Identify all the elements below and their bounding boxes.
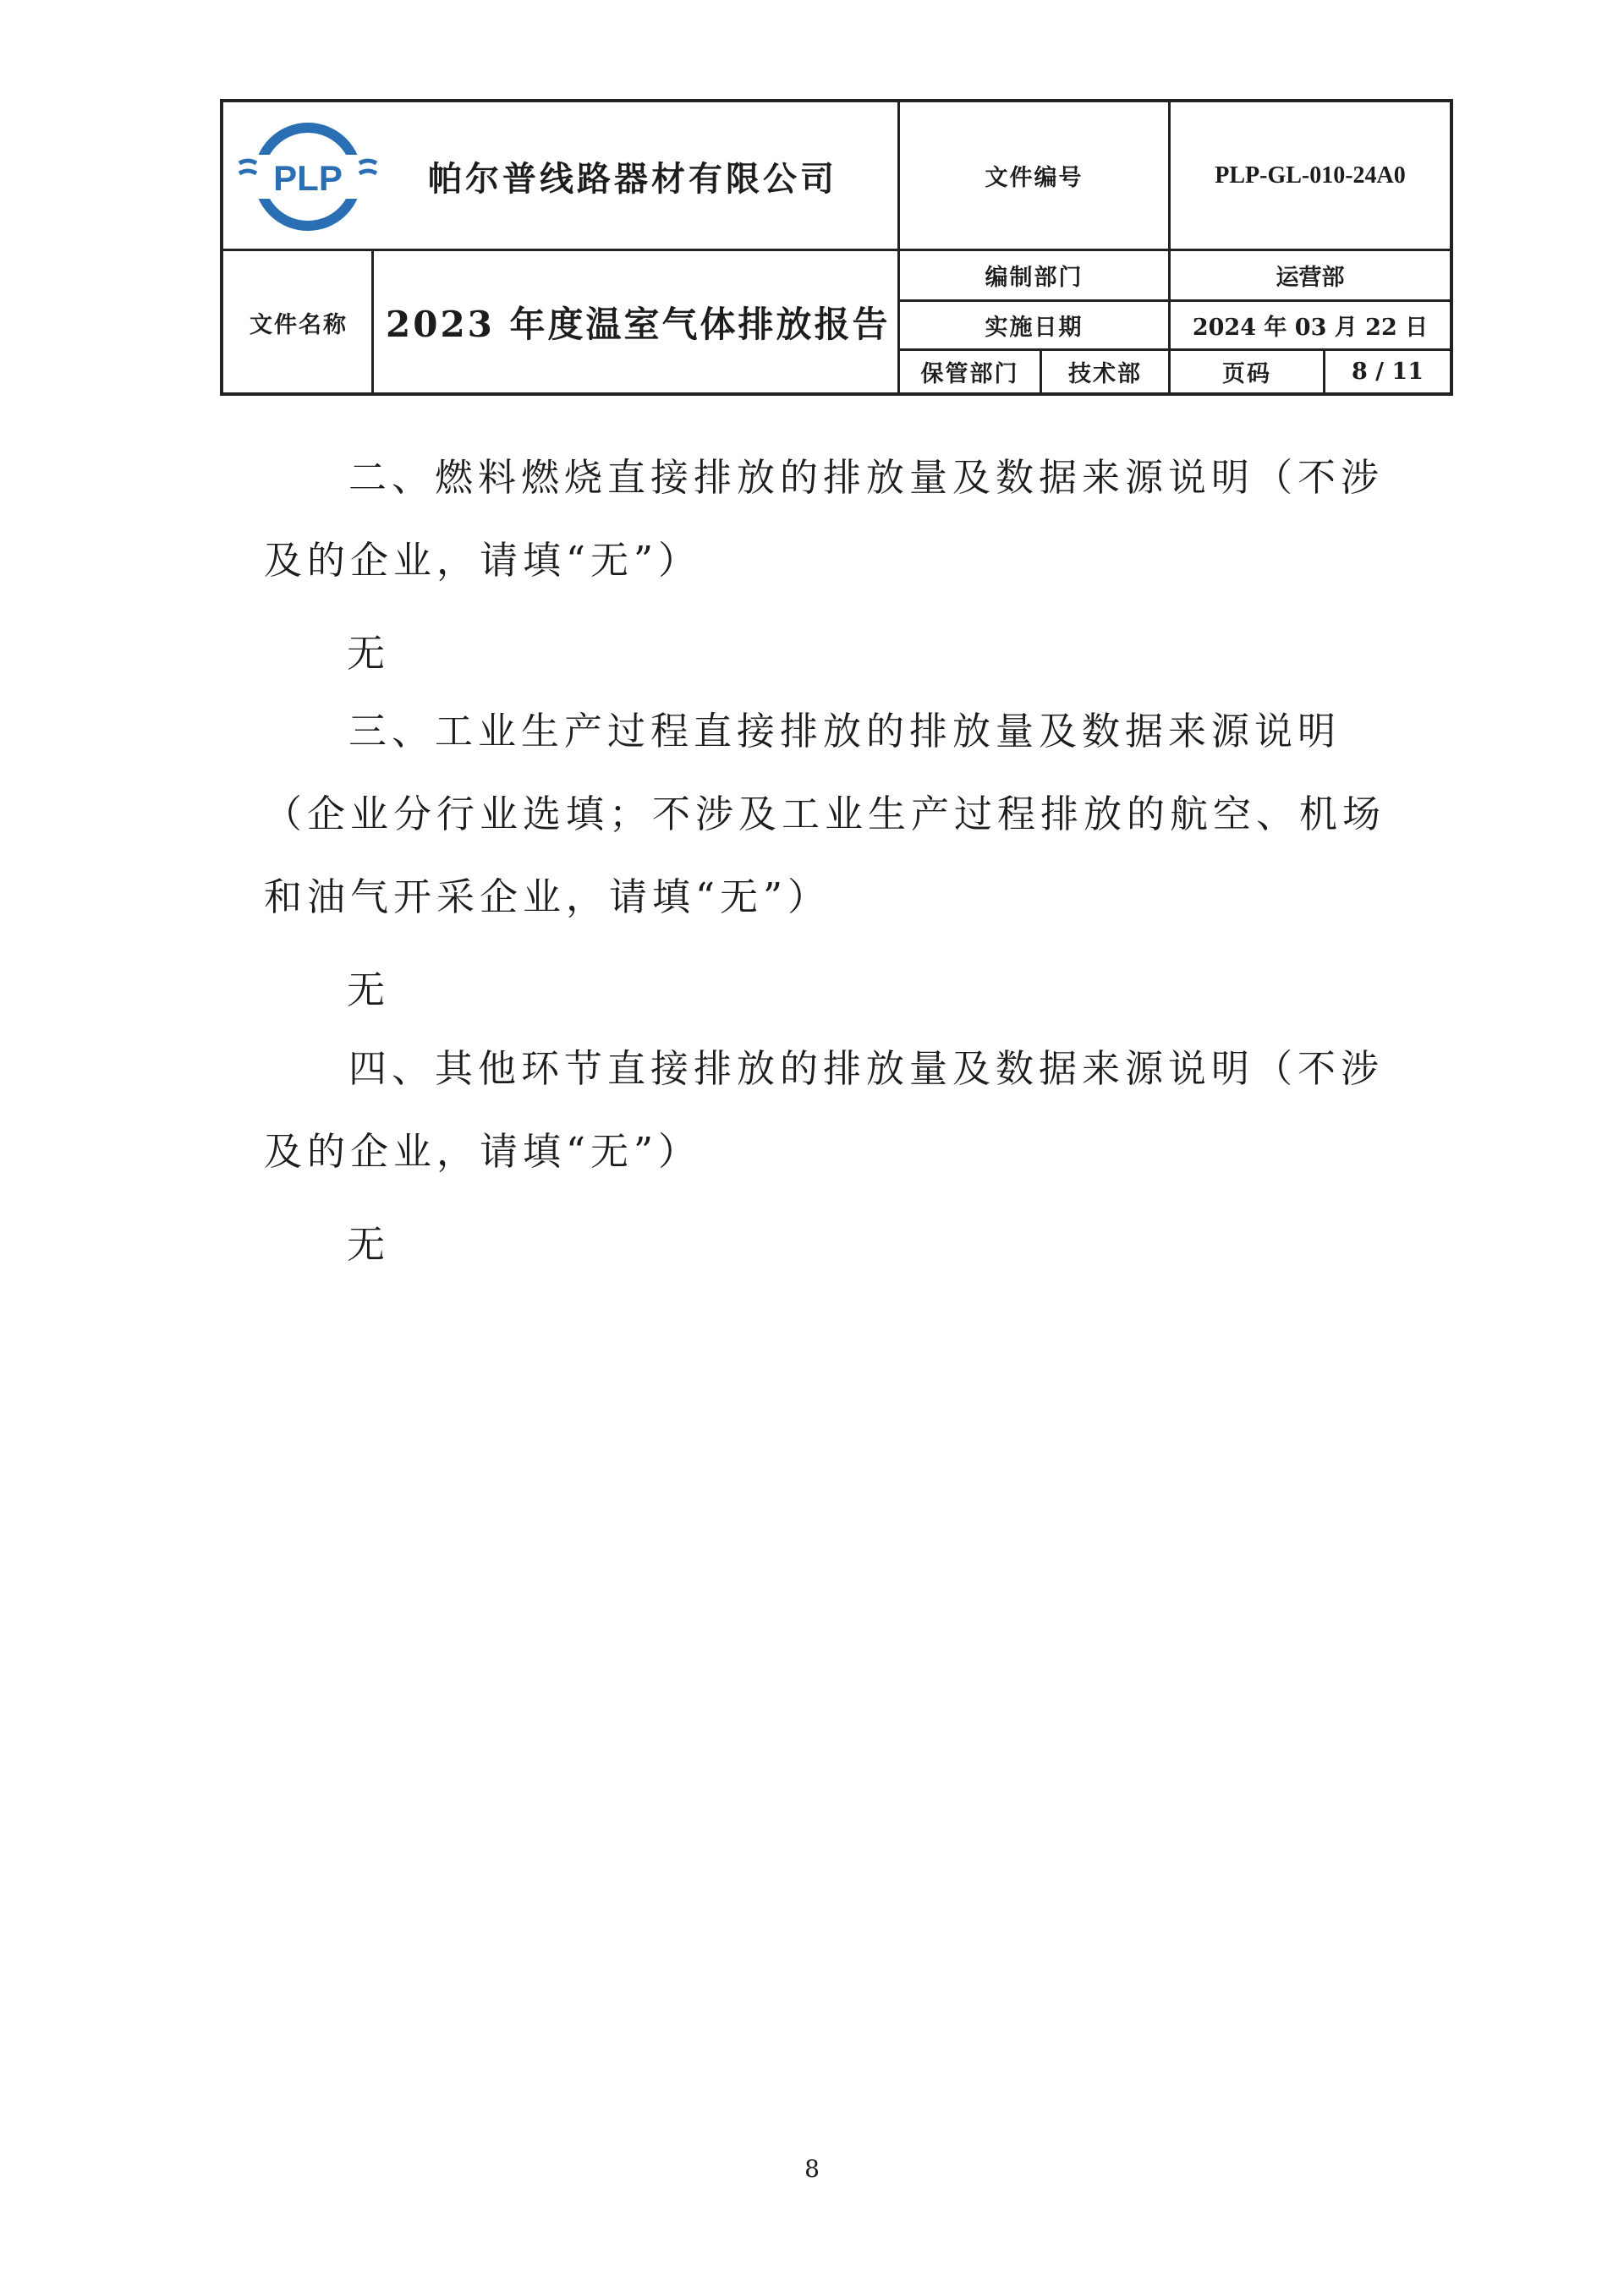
compile-dept-value: 运营部 xyxy=(1276,265,1345,291)
plp-logo-icon xyxy=(236,118,380,236)
compile-dept-label: 编制部门 xyxy=(985,265,1084,291)
company-name: 帕尔普线路器材有限公司 xyxy=(428,159,837,199)
page-value: 8 / 11 xyxy=(1351,359,1424,385)
document-header-table xyxy=(220,99,1453,396)
doc-number-value: PLP-GL-010-24A0 xyxy=(1215,162,1406,189)
section-heading-3: 三、工业生产过程直接排放的排放量及数据来源说明（企业分行业选填；不涉及工业生产过程排放的航空、机场和油气开采企业，请填“无”） xyxy=(264,709,1386,919)
page-label: 页码 xyxy=(1222,361,1271,387)
section-answer-2: 无 xyxy=(347,631,391,676)
page-number: 8 xyxy=(804,2155,820,2183)
logo-lettering: PLP xyxy=(273,157,343,198)
custody-dept-value: 技术部 xyxy=(1068,361,1142,387)
section-heading-4: 四、其他环节直接排放的排放量及数据来源说明（不涉及的企业，请填“无”） xyxy=(264,1046,1385,1174)
section-answer-3: 无 xyxy=(347,967,391,1012)
impl-date-value: 2024 年 03 月 22 日 xyxy=(1192,315,1429,341)
doc-number-label: 文件编号 xyxy=(985,165,1084,191)
doc-name-label: 文件名称 xyxy=(250,311,348,338)
doc-name-value: 2023 年度温室气体排放报告 xyxy=(386,304,891,345)
impl-date-label: 实施日期 xyxy=(985,315,1084,341)
company-logo xyxy=(223,102,392,250)
custody-dept-label: 保管部门 xyxy=(920,361,1019,387)
section-answer-4: 无 xyxy=(347,1222,391,1267)
section-heading-2: 二、燃料燃烧直接排放的排放量及数据来源说明（不涉及的企业，请填“无”） xyxy=(264,455,1385,583)
